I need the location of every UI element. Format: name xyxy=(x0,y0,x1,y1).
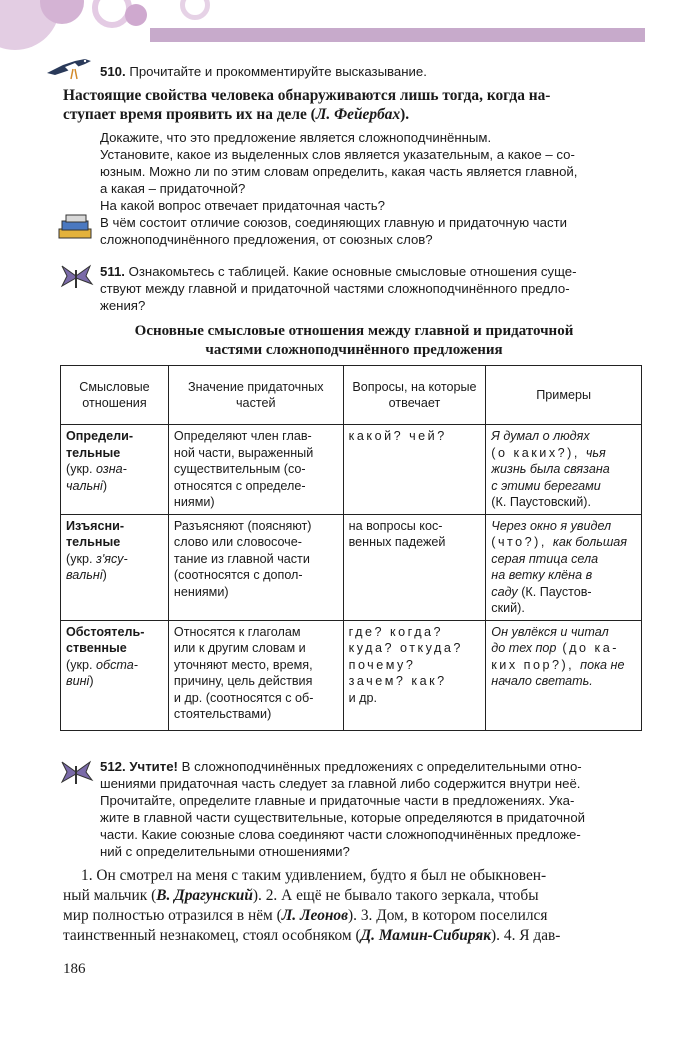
table-header: Значение придаточных частей xyxy=(168,366,343,425)
questions-cell: где? когда? куда? откуда? почему? зачем? как? и др. xyxy=(343,620,486,730)
meaning-cell: Разъясняют (поясняют) слово или словосоче- тание из главной части (соотносятся с допол- нениями) xyxy=(168,514,343,620)
relation-type-cell: Определи- тельные (укр. озна- чальні) xyxy=(61,425,169,515)
table-row xyxy=(61,425,642,515)
decor-circle xyxy=(180,0,210,20)
table-header: Примеры xyxy=(486,366,642,425)
quote-line: Настоящие свойства человека обнаруживаются лишь тогда, когда на- xyxy=(63,87,551,104)
ex510-questions xyxy=(100,129,645,248)
instruction-text: Прочитайте и прокомментируйте высказывание. xyxy=(125,64,427,79)
quote xyxy=(63,86,645,124)
book-stack-icon xyxy=(56,213,94,241)
dragonfly-icon xyxy=(58,262,94,290)
meaning-cell: Определяют член глав- ной части, выраженный существительным (со- относятся с определе- ниями) xyxy=(168,425,343,515)
relation-type-cell: Обстоятель- ственные (укр. обста- вині) xyxy=(61,620,169,730)
header-band xyxy=(150,28,645,42)
table-title: Основные смысловые отношения между главной и придаточной частями сложноподчинённого предложения xyxy=(134,323,574,358)
table-row xyxy=(61,514,642,620)
questions-cell: какой? чей? xyxy=(343,425,486,515)
question: В чём состоит отличие союзов, соединяющих главную и придаточную части xyxy=(100,215,567,230)
quote-line: ступает время проявить их на деле (Л. Фейербах). xyxy=(63,106,410,123)
questions-cell: на вопросы кос- венных падежей xyxy=(343,514,486,620)
question: Докажите, что это предложение является сложноподчинённым. xyxy=(100,130,492,145)
relation-type-cell: Изъясни- тельные (укр. з'ясу- вальні) xyxy=(61,514,169,620)
table-header: Смысловые отношения xyxy=(61,366,169,425)
meaning-cell: Относятся к глаголам или к другим словам и уточняют место, время, причину, цель действия и др. (соотносятся с об- стоятельствами) xyxy=(168,620,343,730)
table-header-row xyxy=(61,366,642,425)
decor-circle xyxy=(125,4,147,26)
question: Установите, какое из выделенных слов является указательным, а какое – со- xyxy=(100,147,575,162)
question: сложноподчинённого предложения, от союзных слов? xyxy=(100,232,433,247)
question: На какой вопрос отвечает придаточная часть? xyxy=(100,198,385,213)
table-header: Вопросы, на которые отвечает xyxy=(343,366,486,425)
question: а какая – придаточной? xyxy=(100,181,246,196)
ex510-instruction xyxy=(100,63,645,80)
example-cell: Он увлёкся и читал до тех пор (до ка- ких пор?), пока не начало светать. xyxy=(486,620,642,730)
page-number: 186 xyxy=(63,961,86,977)
relations-table xyxy=(60,365,642,731)
exercise-number: 511. xyxy=(100,264,125,279)
quote-author: Л. Фейербах xyxy=(315,106,401,123)
example-cell: Через окно я увидел (что?), как большая серая птица села на ветку клёна в саду (К. Паустов- ский). xyxy=(486,514,642,620)
exercise-number: 510. xyxy=(100,64,126,79)
dragonfly-icon xyxy=(58,758,94,786)
example-cell: Я думал о людях (о каких?), чья жизнь была связана с этими берегами (К. Паустовский). xyxy=(486,425,642,515)
ex512-sentences: 1. Он смотрел на меня с таким удивлением, будто я был не обыкновен- ный мальчик (В. Драгунский). 2. А ещё не бывало такого зеркала, чтобы мир полностью отразился в нём (Л. Леонов). 3. Дом, в котором поселился таинственный незнакомец, стоял особняком (Д. Мамин-Сибиряк). 4. Я дав- xyxy=(63,867,561,944)
exercise-number: 512. xyxy=(100,759,126,774)
question: юзным. Можно ли по этим словам определить, какая часть является главной, xyxy=(100,164,578,179)
ex512-text: 512. Учтите! В сложноподчинённых предложениях с определительными отно- шениями придаточная часть следует за главной либо содержится внутри неё. Прочитайте, определите главные и придаточные части в предложениях. Ука- жите в главной части существительные, которые определяются в придаточной части. Какие союзные слова соединяют части сложноподчинённых предложе- ний с определительными отношениями? xyxy=(100,759,586,859)
table-row xyxy=(61,620,642,730)
note-label: Учтите! xyxy=(125,759,178,774)
magpie-bird-icon xyxy=(45,53,93,81)
header-decoration xyxy=(0,0,700,52)
ex511-text: 511. Ознакомьтесь с таблицей. Какие основные смысловые отношения суще- ствуют между главной и придаточной частями сложноподчинённого предло- жения? xyxy=(100,264,577,313)
